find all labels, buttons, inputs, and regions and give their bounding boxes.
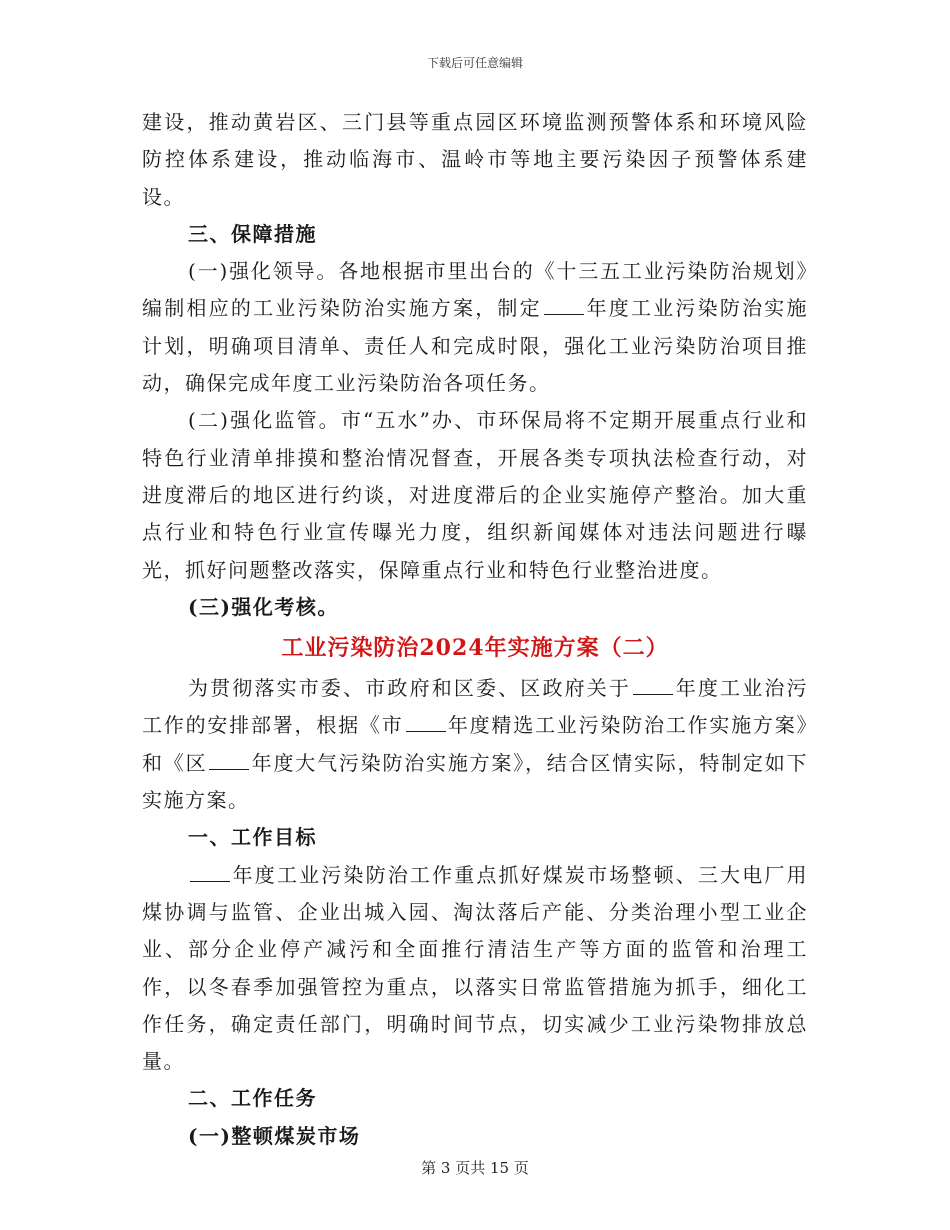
paragraph: 年度工业污染防治工作重点抓好煤炭市场整顿、三大电厂用煤协调与监管、企业出城入园、淘汰落后产能、分类治理小型工业企业、部分企业停产减污和全面推行清洁生产等方面的监管和治理工作，以冬春季加强管控为重点，以落实日常监管措施为抓手，细化工作任务，确定责任部门，明确时间节点，切实减少工业污染物排放总量。 bbox=[142, 862, 808, 1074]
paragraph: (二)强化监管。市“五水”办、市环保局将不定期开展重点行业和特色行业清单排摸和整治情况督查，开展各类专项执法检查行动，对进度滞后的地区进行约谈，对进度滞后的企业实施停产整治。加大重点行业和特色行业宣传曝光力度，组织新闻媒体对违法问题进行曝光，抓好问题整改落实，保障重点行业和特色行业整治进度。 bbox=[142, 408, 808, 582]
blank-line bbox=[209, 751, 249, 770]
subsection-heading: (一)整顿煤炭市场 bbox=[188, 1123, 361, 1148]
paragraph: 为贯彻落实市委、市政府和区委、区政府关于 年度工业治污工作的安排部署，根据《市 年度精选工业污染防治工作实施方案》和《区 年度大气污染防治实施方案》，结合区情实际，特制定如下实施方案。 bbox=[142, 676, 809, 813]
page-header: 下载后可任意编辑 bbox=[426, 56, 523, 70]
paragraph: 建设，推动黄岩区、三门县等重点园区环境监测预警体系和环境风险防控体系建设，推动临海市、温岭市等地主要污染因子预警体系建设。 bbox=[142, 110, 808, 209]
section-heading: 三、保障措施 bbox=[188, 221, 317, 246]
blank-line bbox=[544, 296, 584, 315]
section-heading: (三)强化考核。 bbox=[188, 594, 339, 619]
document-title: 工业污染防治2024年实施方案（二） bbox=[281, 635, 669, 662]
section-heading: 二、工作任务 bbox=[188, 1086, 317, 1111]
paragraph: (一)强化领导。各地根据市里出台的《十三五工业污染防治规划》编制相应的工业污染防治实施方案，制定 年度工业污染防治实施计划，明确项目清单、责任人和完成时限，强化工业污染防治项目推动，确保完成年度工业污染防治各项任务。 bbox=[142, 259, 809, 396]
blank-line bbox=[190, 863, 230, 882]
blank-line bbox=[633, 676, 673, 695]
section-heading: 一、工作目标 bbox=[188, 825, 317, 850]
document-body bbox=[142, 104, 808, 1155]
blank-line bbox=[406, 713, 446, 732]
page-footer: 第 3 页共 15 页 bbox=[421, 1159, 529, 1177]
